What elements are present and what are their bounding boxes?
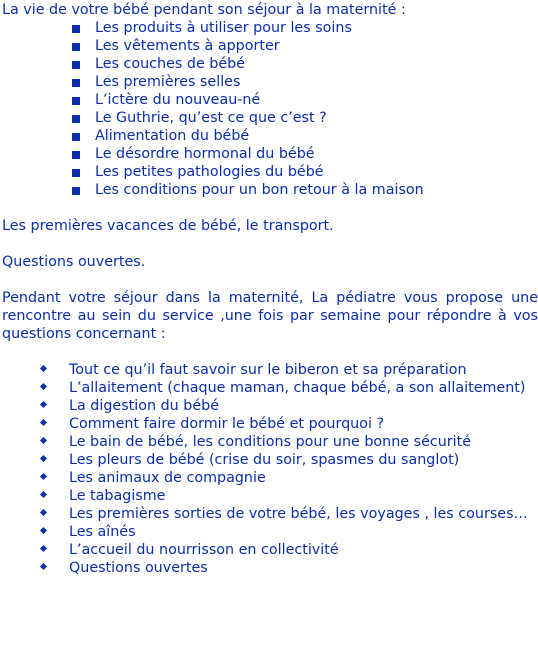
pediatre-topics-list <box>2 361 538 577</box>
list-item-text: La digestion du bébé <box>69 398 219 414</box>
square-bullet-icon <box>72 133 80 141</box>
list-item <box>2 433 538 451</box>
list-item-text: Les pleurs de bébé (crise du soir, spasmes du sanglot) <box>69 452 460 468</box>
spacer <box>2 343 538 361</box>
list-item <box>2 379 538 397</box>
list-item <box>2 523 538 541</box>
list-item <box>2 127 538 145</box>
diamond-bullet-icon <box>40 473 47 480</box>
list-item <box>2 469 538 487</box>
square-bullet-icon <box>72 43 80 51</box>
list-item-text: Tout ce qu’il faut savoir sur le biberon et sa préparation <box>69 362 467 378</box>
list-item-text: Les aînés <box>69 524 136 540</box>
list-item-text: Le tabagisme <box>69 488 166 504</box>
list-item-text: Questions ouvertes <box>69 560 208 576</box>
diamond-bullet-icon <box>40 545 47 552</box>
list-item-text: Les produits à utiliser pour les soins <box>95 20 352 36</box>
list-item-text: Le bain de bébé, les conditions pour une bonne sécurité <box>69 434 472 450</box>
pediatre-paragraph: Pendant votre séjour dans la maternité, La pédiatre vous propose une rencontre au sein du service ,une fois par semaine pour répondre à vos questions concernant : <box>2 290 538 342</box>
diamond-bullet-icon <box>40 419 47 426</box>
list-item <box>2 541 538 559</box>
questions-line: Questions ouvertes. <box>2 254 146 270</box>
list-item <box>2 415 538 433</box>
maternity-topics-list <box>2 19 538 199</box>
intro-line: La vie de votre bébé pendant son séjour à la maternité : <box>2 2 406 18</box>
list-item <box>2 91 538 109</box>
list-item <box>2 109 538 127</box>
list-item-text: Les vêtements à apporter <box>95 38 280 54</box>
list-item <box>2 181 538 199</box>
list-item <box>2 19 538 37</box>
list-item-text: L’ictère du nouveau-né <box>95 92 261 108</box>
spacer <box>2 199 538 217</box>
diamond-bullet-icon <box>40 563 47 570</box>
list-item <box>2 163 538 181</box>
diamond-bullet-icon <box>40 437 47 444</box>
diamond-bullet-icon <box>40 455 47 462</box>
square-bullet-icon <box>72 79 80 87</box>
list-item-text: Alimentation du bébé <box>95 128 250 144</box>
list-item-text: Les premières selles <box>95 74 241 90</box>
document-page <box>2 1 538 577</box>
list-item <box>2 73 538 91</box>
list-item <box>2 55 538 73</box>
diamond-bullet-icon <box>40 491 47 498</box>
diamond-bullet-icon <box>40 509 47 516</box>
list-item-text: L’allaitement (chaque maman, chaque bébé, a son allaitement) <box>69 380 526 396</box>
list-item <box>2 361 538 379</box>
spacer <box>2 271 538 289</box>
square-bullet-icon <box>72 115 80 123</box>
list-item-text: Les conditions pour un bon retour à la maison <box>95 182 424 198</box>
list-item-text: Les couches de bébé <box>95 56 246 72</box>
square-bullet-icon <box>72 97 80 105</box>
square-bullet-icon <box>72 61 80 69</box>
list-item <box>2 487 538 505</box>
list-item <box>2 451 538 469</box>
list-item-text: Comment faire dormir le bébé et pourquoi ? <box>69 416 385 432</box>
list-item <box>2 145 538 163</box>
diamond-bullet-icon <box>40 527 47 534</box>
square-bullet-icon <box>72 151 80 159</box>
list-item-text: Le Guthrie, qu’est ce que c’est ? <box>95 110 327 126</box>
square-bullet-icon <box>72 25 80 33</box>
square-bullet-icon <box>72 169 80 177</box>
diamond-bullet-icon <box>40 365 47 372</box>
list-item <box>2 397 538 415</box>
list-item-text: Les animaux de compagnie <box>69 470 266 486</box>
list-item-text: Les premières sorties de votre bébé, les voyages , les courses… <box>69 506 528 522</box>
list-item-text: L’accueil du nourrisson en collectivité <box>69 542 339 558</box>
list-item <box>2 505 538 523</box>
list-item-text: Le désordre hormonal du bébé <box>95 146 315 162</box>
diamond-bullet-icon <box>40 383 47 390</box>
vacances-line: Les premières vacances de bébé, le transport. <box>2 218 334 234</box>
diamond-bullet-icon <box>40 401 47 408</box>
list-item <box>2 559 538 577</box>
list-item <box>2 37 538 55</box>
square-bullet-icon <box>72 187 80 195</box>
list-item-text: Les petites pathologies du bébé <box>95 164 324 180</box>
spacer <box>2 235 538 253</box>
